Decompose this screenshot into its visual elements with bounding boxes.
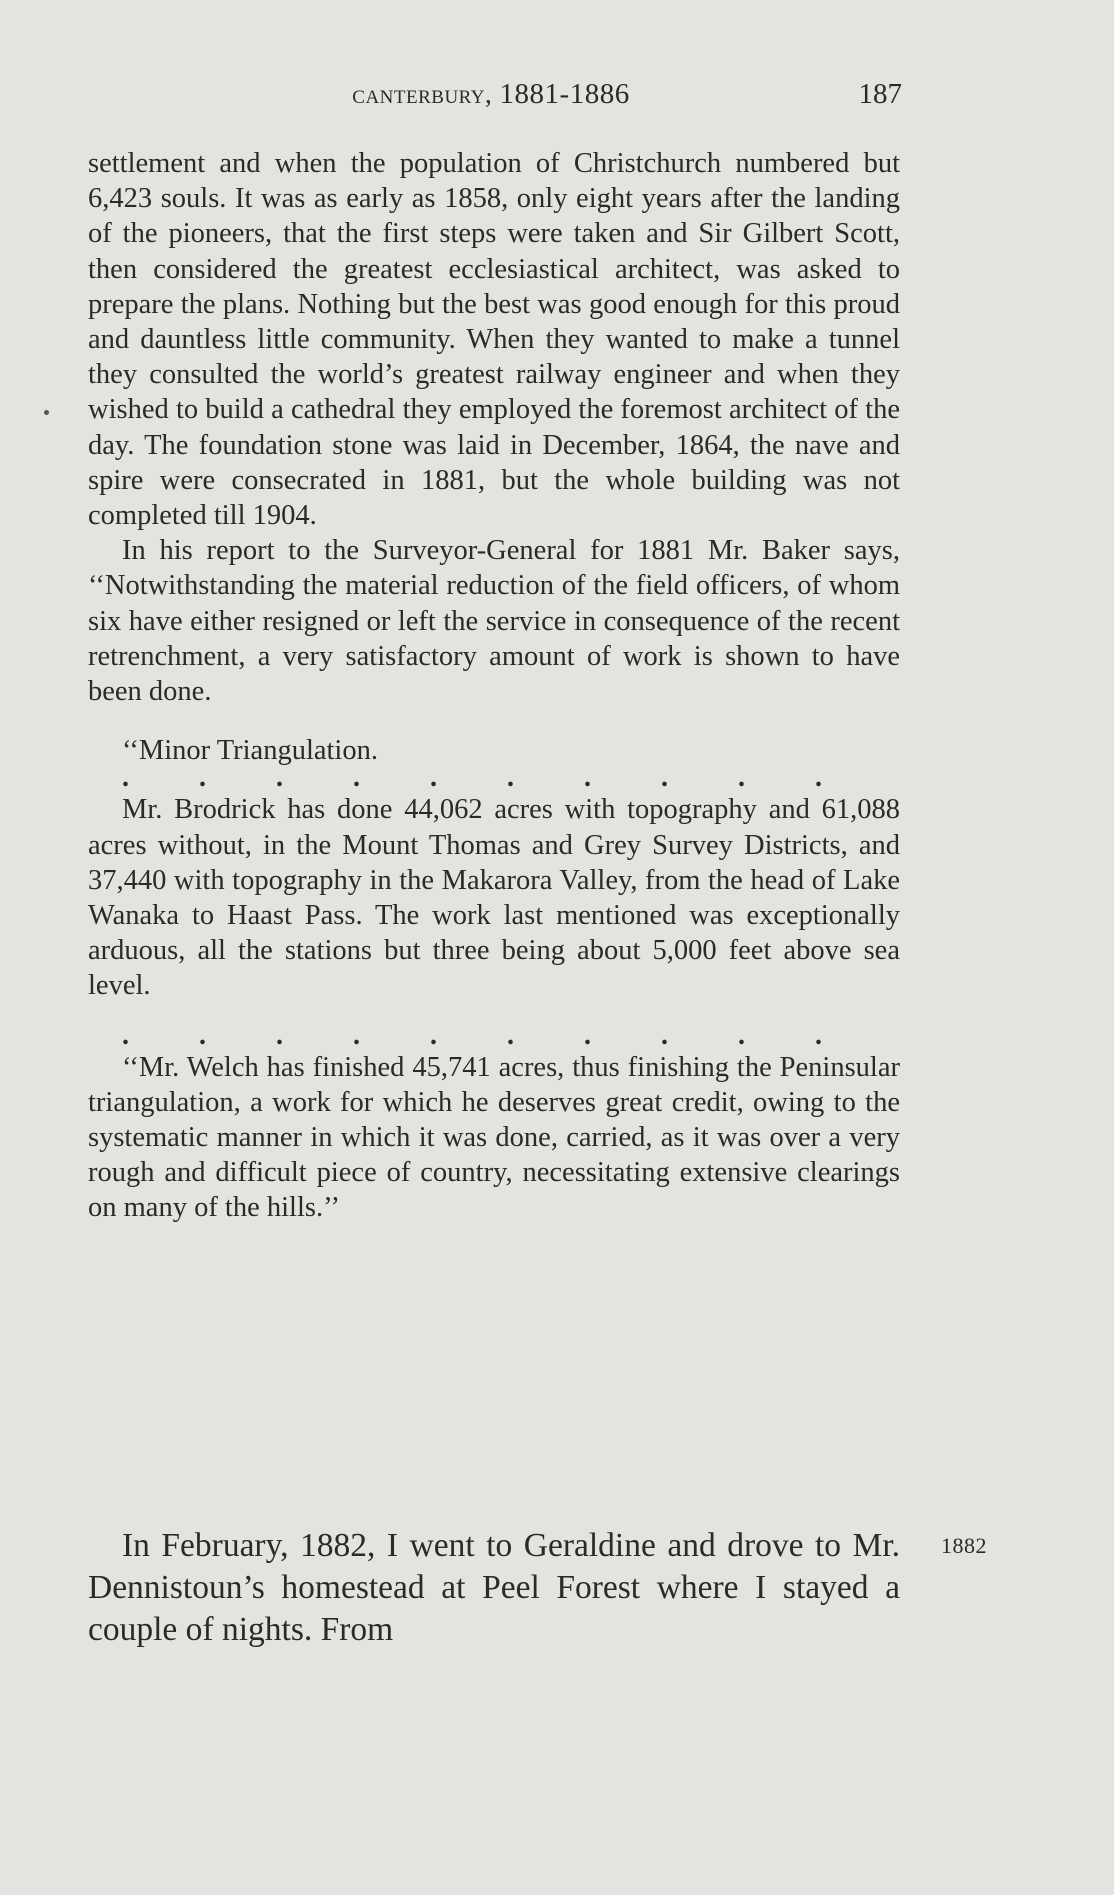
paragraph-geraldine: In February, 1882, I went to Geraldine and drove to Mr. Dennistoun’s homestead at Peel Forest where I stayed a couple of nights. From (88, 1527, 900, 1648)
ellipsis-separator: . . . . . . . . . . (122, 762, 822, 794)
running-title-years: 1881-1886 (499, 78, 630, 110)
section-heading-minor-triangulation: ‘‘Minor Triangulation. (122, 735, 378, 767)
running-head (80, 74, 902, 114)
running-title (80, 74, 902, 114)
paragraph-cathedral: settlement and when the population of Christchurch numbered but 6,423 souls. It was as early as 1858, only eight years after the landing of the pioneers, that the first steps were taken and Sir Gilbert Scott, then considered the greatest ecclesiastical architect, was asked to prepare the plans. Nothing but the best was good enough for this proud and dauntless little community. When they wanted to make a tunnel they consulted the world’s greatest railway engineer and when they wished to build a cathedral they employed the foremost architect of the day. The foundation stone was laid in December, 1864, the nave and spire were consecrated in 1881, but the whole building was not completed till 1904. (88, 148, 900, 532)
paragraph-welch: ‘‘Mr. Welch has finished 45,741 acres, thus finishing the Peninsular triangulation, a work for which he deserves great credit, owing to the systematic manner in which it was done, carried, as it was over a very rough and difficult piece of country, necessitating extensive clearings on many of the hills.’’ (88, 1051, 900, 1224)
margin-mark (44, 410, 49, 415)
paragraph-brodrick: Mr. Brodrick has done 44,062 acres with topography and 61,088 acres without, in the Mount Thomas and Grey Survey Districts, and 37,440 with topography in the Makarora Valley, from the head of Lake Wanaka to Haast Pass. The work last mentioned was exceptionally arduous, all the stations but three being about 5,000 feet above sea level. (88, 794, 900, 1002)
running-title-text: canterbury, (352, 79, 493, 109)
ellipsis-separator: . . . . . . . . . . (122, 1019, 822, 1051)
body-text (88, 146, 900, 1226)
paragraph-report: In his report to the Surveyor-General for 1881 Mr. Baker says, ‘‘Notwithstanding the material reduction of the field officers, of whom six have either resigned or left the service in consequence of the recent retrenchment, a very satisfactory amount of work is shown to have been done. (88, 535, 900, 708)
page-number: 187 (858, 78, 902, 110)
margin-year-note: 1882 (941, 1533, 987, 1558)
main-narrative (88, 1525, 900, 1651)
